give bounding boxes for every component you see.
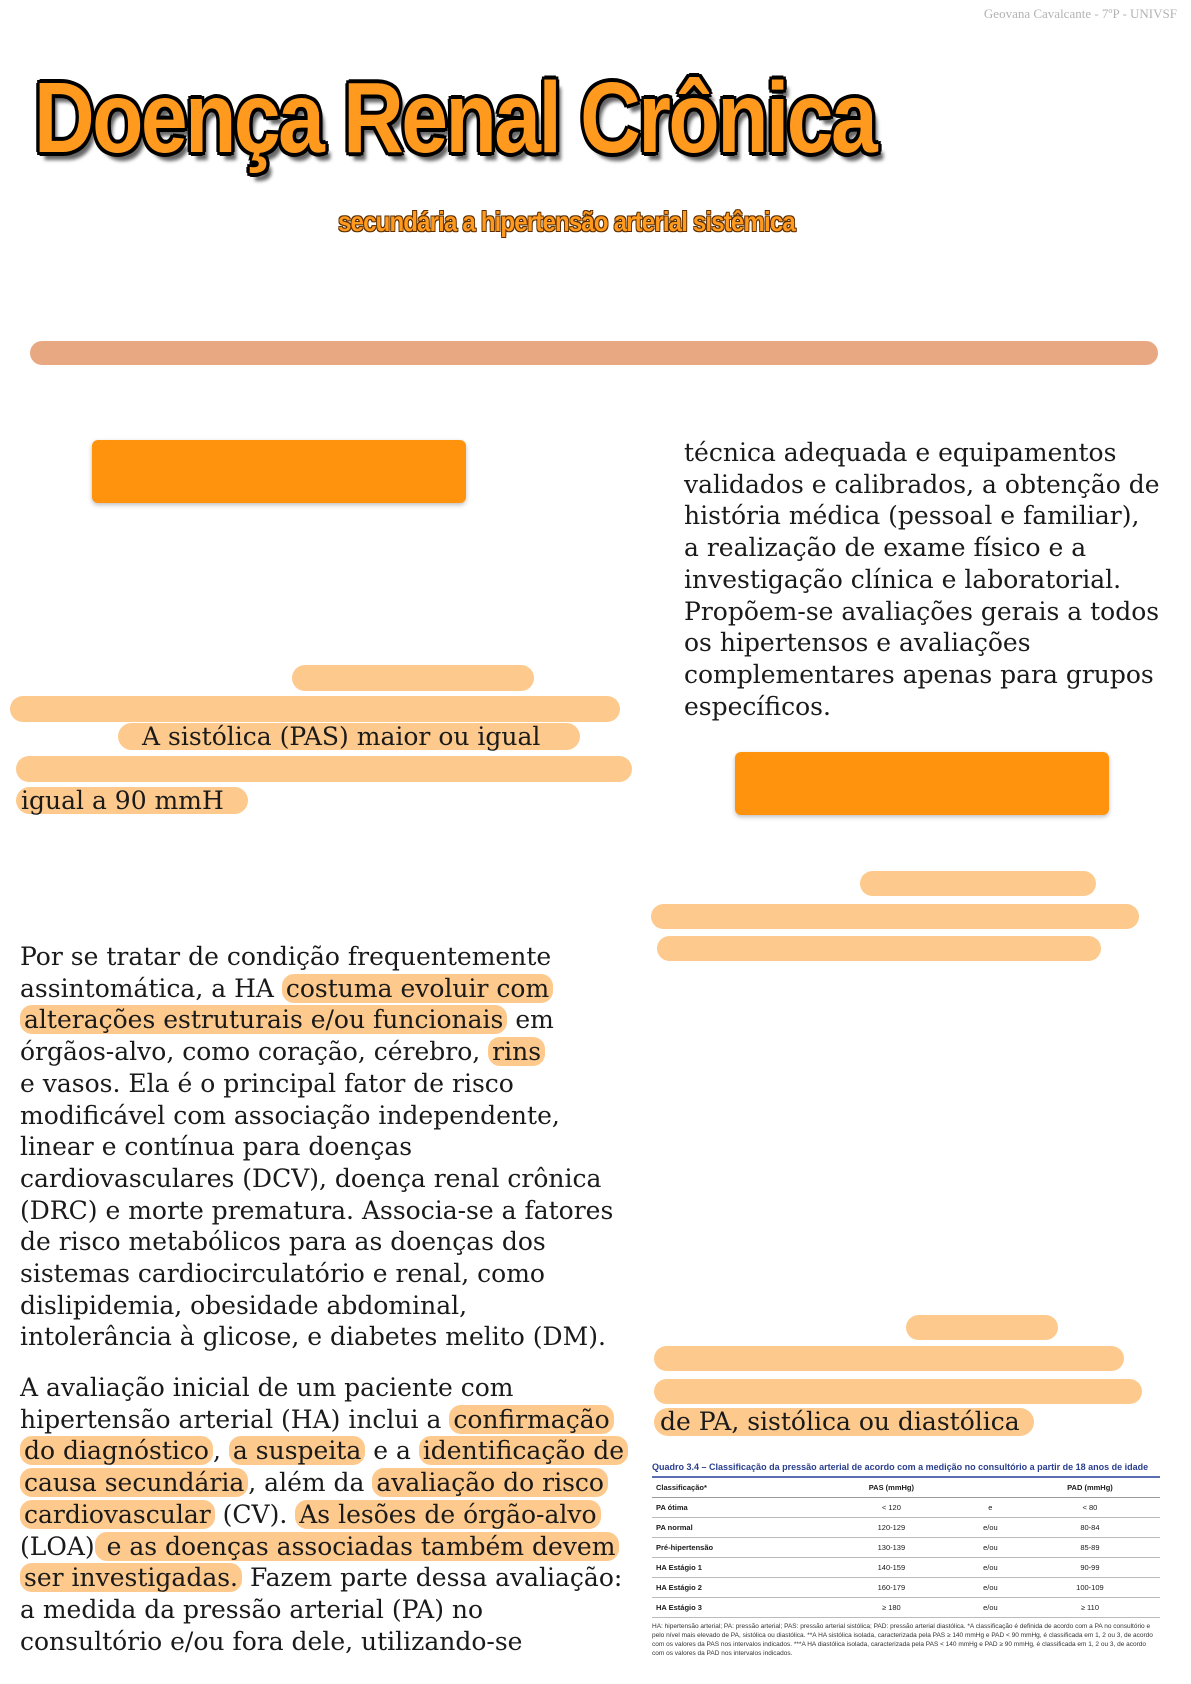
highlight-bar — [16, 756, 632, 782]
highlight-bar — [654, 1346, 1124, 1371]
paragraph-ha-complications: Por se tratar de condição frequentemente assintomática, a HA costuma evoluir com alterações estruturais e/ou funcionais em órgãos-alvo, como coração, cérebro, rins e vasos. Ela é o principal fator de risco modificável com associação independente, linear e contínua para doenças cardiovasculares (DCV), doença renal crônica (DRC) e morte prematura. Associa-se a fatores de risco metabólicos para as doenças dos sistemas cardiocirculatório e renal, como dislipidemia, obesidade abdominal, intolerância à glicose, e diabetes melito (DM). — [20, 942, 614, 1352]
table-row — [652, 1578, 1160, 1598]
table-footnote: HA: hipertensão arterial; PA: pressão arterial; PAS: pressão arterial sistólica; PAD: pressão arterial diastólica. *A classificação é definida de acordo com a PA no consultório e pelo nível mais elevado de PA, sistólica ou diastólica. **A HA sistólica isolada, caracterizada pela PAS ≥ 140 mmHg e PAD < 90 mmHg, é classificada em 1, 2 ou 3, de acordo com os valores da PAS nos intervalos indicados. ***A HA diastólica isolada, caracterizada pela PAS < 140 mmHg e PAD ≥ 90 mmHg, é classificada em 1, 2 ou 3, de acordo com os valores da PAD nos intervalos indicados. — [652, 1623, 1153, 1657]
table-cell: < 120 — [822, 1498, 961, 1518]
highlight-bar — [906, 1315, 1058, 1340]
table-cell: e — [961, 1498, 1020, 1518]
table-row — [652, 1498, 1160, 1518]
table-header: PAS (mmHg) — [822, 1478, 961, 1498]
table-row — [652, 1598, 1160, 1618]
table-cell: e/ou — [961, 1558, 1020, 1578]
table-row — [652, 1518, 1160, 1538]
table-cell: 100-109 — [1020, 1578, 1160, 1598]
table-cell: ≥ 180 — [822, 1598, 961, 1618]
highlight-bar — [860, 871, 1096, 896]
table-cell: e/ou — [961, 1538, 1020, 1558]
table-cell: 80-84 — [1020, 1518, 1160, 1538]
table-cell: 120-129 — [822, 1518, 961, 1538]
classification-table — [652, 1478, 1160, 1618]
table-caption: Quadro 3.4 – Classificação da pressão arterial de acordo com a medição no consultório a partir de 18 anos de idade — [652, 1460, 1160, 1478]
table-cell: < 80 — [1020, 1498, 1160, 1518]
table-row — [652, 1538, 1160, 1558]
page-subtitle: secundária a hipertensão arterial sistêmica — [338, 206, 795, 237]
table-row — [652, 1558, 1160, 1578]
highlight-bar — [10, 696, 620, 722]
table-cell: PA ótima — [652, 1498, 822, 1518]
highlight-line-pas: A sistólica (PAS) maior ou igual — [118, 723, 580, 750]
paragraph-evaluation-continued: técnica adequada e equipamentos validados e calibrados, a obtenção de história médica (pessoal e familiar), a realização de exame físico e a investigação clínica e laboratorial. Propõem-se avaliações gerais a todos os hipertensos e avaliações complementares apenas para grupos específicos. — [684, 438, 1160, 721]
highlight-bar — [657, 936, 1101, 961]
section-divider — [30, 341, 1158, 365]
table-header-row — [652, 1478, 1160, 1498]
table-cell: ≥ 110 — [1020, 1598, 1160, 1618]
highlight-bar — [651, 904, 1139, 929]
paragraph-initial-evaluation: A avaliação inicial de um paciente com hipertensão arterial (HA) inclui a confirmação do diagnóstico , a suspeita e a identificação de causa secundária , além da avaliação do risco cardiovascular (CV). As lesões de órgão-alvo (LOA) e as doenças associadas também devem ser investigadas. Fazem parte dessa avaliação: a medida da pressão arterial (PA) no consultório e/ou fora dele, utilizando-se — [20, 1372, 628, 1657]
table-cell: 140-159 — [822, 1558, 961, 1578]
table-cell: 160-179 — [822, 1578, 961, 1598]
table-header: Classificação* — [652, 1478, 822, 1498]
table-cell: e/ou — [961, 1598, 1020, 1618]
table-cell: Pré-hipertensão — [652, 1538, 822, 1558]
highlight-bar — [292, 665, 534, 691]
table-header: PAD (mmHg) — [1020, 1478, 1160, 1498]
table-cell: HA Estágio 2 — [652, 1578, 822, 1598]
table-cell: 130-139 — [822, 1538, 961, 1558]
table-cell: HA Estágio 1 — [652, 1558, 822, 1578]
highlight-line-90: igual a 90 mmH — [16, 787, 248, 814]
redacted-heading-box-right — [735, 752, 1109, 815]
page-title: Doença Renal Crônica — [34, 62, 876, 174]
bp-classification-table — [652, 1460, 1160, 1658]
table-header — [961, 1478, 1020, 1498]
highlight-line-pa: de PA, sistólica ou diastólica — [654, 1408, 1034, 1436]
author-note: Geovana Cavalcante - 7ºP - UNIVSF — [983, 6, 1177, 21]
table-cell: 85-89 — [1020, 1538, 1160, 1558]
table-cell: PA normal — [652, 1518, 822, 1538]
table-cell: HA Estágio 3 — [652, 1598, 822, 1618]
redacted-heading-box-left — [92, 440, 466, 503]
table-cell: e/ou — [961, 1518, 1020, 1538]
table-cell: 90-99 — [1020, 1558, 1160, 1578]
highlight-bar — [654, 1379, 1142, 1404]
table-cell: e/ou — [961, 1578, 1020, 1598]
